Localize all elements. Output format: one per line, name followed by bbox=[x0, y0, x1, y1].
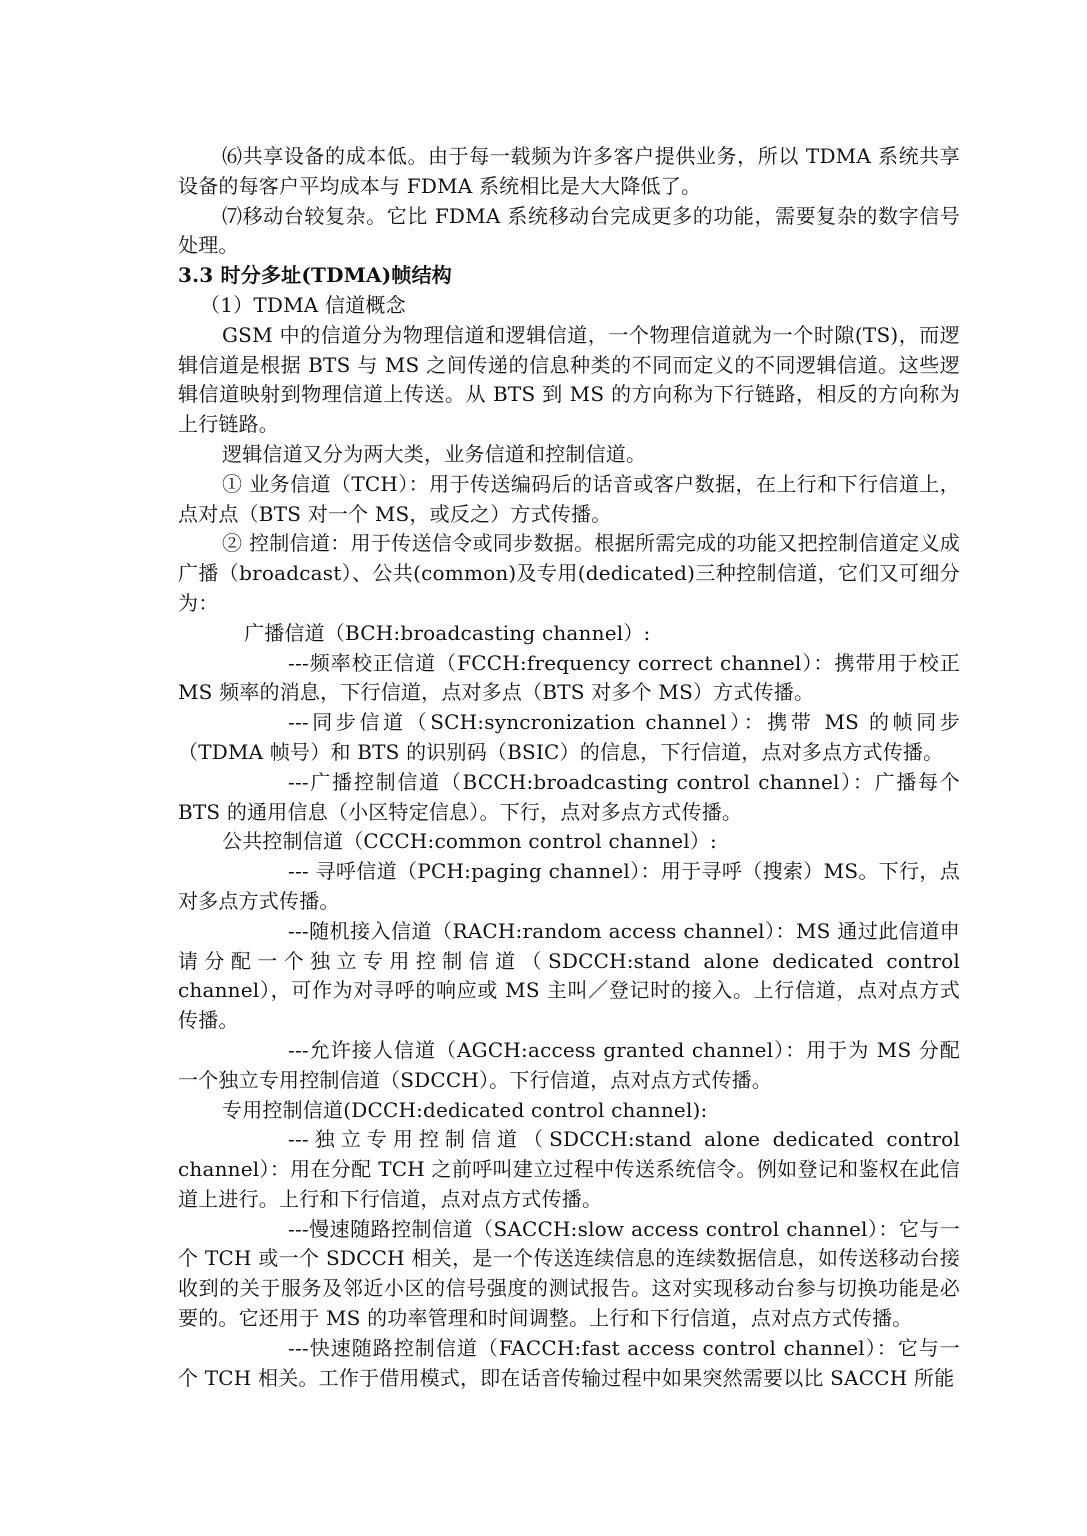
item-rach: ---随机接入信道（RACH:random access channel）：MS 通过此信道申请分配一个独立专用控制信道（SDCCH:stand alone dedicated control channel），可作为对寻呼的响应或 MS 主叫／登记时的接入。上行信道，点对点方式传播。 bbox=[178, 918, 960, 1033]
label-common-control-channel: 公共控制信道（CCCH:common control channel）: bbox=[222, 829, 717, 854]
label-dedicated-control-channel: 专用控制信道(DCCH:dedicated control channel): bbox=[222, 1097, 708, 1122]
document-body bbox=[178, 142, 960, 1393]
paragraph-control-channel: ② 控制信道：用于传送信令或同步数据。根据所需完成的功能又把控制信道定义成广播（broadcast）、公共(common)及专用(dedicated)三种控制信道，它们又可细分为： bbox=[178, 531, 960, 615]
item-sacch: ---慢速随路控制信道（SACCH:slow access control channel）：它与一个 TCH 或一个 SDCCH 相关，是一个传送连续信息的连续数据信息，如传送移动台接收到的关于服务及邻近小区的信号强度的测试报告。这对实现移动台参与切换功能是必要的。它还用于 MS 的功率管理和时间调整。上行和下行信道，点对点方式传播。 bbox=[178, 1216, 960, 1331]
item-bcch: ---广播控制信道（BCCH:broadcasting control channel）：广播每个 BTS 的通用信息（小区特定信息）。下行，点对多点方式传播。 bbox=[178, 769, 960, 824]
item-sch: ---同步信道（SCH:syncronization channel）：携带 MS 的帧同步（TDMA 帧号）和 BTS 的识别码（BSIC）的信息，下行信道，点对多点方式传播。 bbox=[178, 710, 960, 764]
paragraph-traffic-channel: ① 业务信道（TCH）：用于传送编码后的话音或客户数据，在上行和下行信道上，点对点（BTS 对一个 MS，或反之）方式传播。 bbox=[178, 471, 960, 526]
item-agch: ---允许接人信道（AGCH:access granted channel）：用于为 MS 分配一个独立专用控制信道（SDCCH）。下行信道，点对点方式传播。 bbox=[178, 1037, 960, 1092]
paragraph-channels-intro: GSM 中的信道分为物理信道和逻辑信道，一个物理信道就为一个时隙(TS)，而逻辑信道是根据 BTS 与 MS 之间传递的信息种类的不同而定义的不同逻辑信道。这些逻辑信道映射到物理信道上传送。从 BTS 到 MS 的方向称为下行链路，相反的方向称为上行链路。 bbox=[178, 322, 960, 437]
paragraph-7-mobile-complexity: ⑺移动台较复杂。它比 FDMA 系统移动台完成更多的功能，需要复杂的数字信号处理。 bbox=[178, 203, 960, 258]
item-fcch: ---频率校正信道（FCCH:frequency correct channel）：携带用于校正 MS 频率的消息，下行信道，点对多点（BTS 对多个 MS）方式传播。 bbox=[178, 650, 960, 705]
section-heading: 3.3 时分多址(TDMA)帧结构 bbox=[178, 263, 452, 288]
item-sdcch: ---独立专用控制信道（SDCCH:stand alone dedicated control channel）：用在分配 TCH 之前呼叫建立过程中传送系统信令。例如登记和鉴权在此信道上进行。上行和下行信道，点对点方式传播。 bbox=[178, 1127, 960, 1211]
paragraph-6-shared-equipment-cost: ⑹共享设备的成本低。由于每一载频为许多客户提供业务，所以 TDMA 系统共享设备的每客户平均成本与 FDMA 系统相比是大大降低了。 bbox=[178, 144, 960, 198]
label-broadcast-channel: 广播信道（BCH:broadcasting channel）: bbox=[244, 620, 651, 645]
subsection-heading: （1）TDMA 信道概念 bbox=[200, 292, 406, 317]
paragraph-logical-channels: 逻辑信道又分为两大类，业务信道和控制信道。 bbox=[222, 441, 647, 466]
item-facch: ---快速随路控制信道（FACCH:fast access control channel）：它与一个 TCH 相关。工作于借用模式，即在话音传输过程中如果突然需要以比 SACCH 所能 bbox=[178, 1335, 960, 1390]
item-pch: --- 寻呼信道（PCH:paging channel）：用于寻呼（搜索）MS。下行，点对多点方式传播。 bbox=[178, 859, 960, 913]
